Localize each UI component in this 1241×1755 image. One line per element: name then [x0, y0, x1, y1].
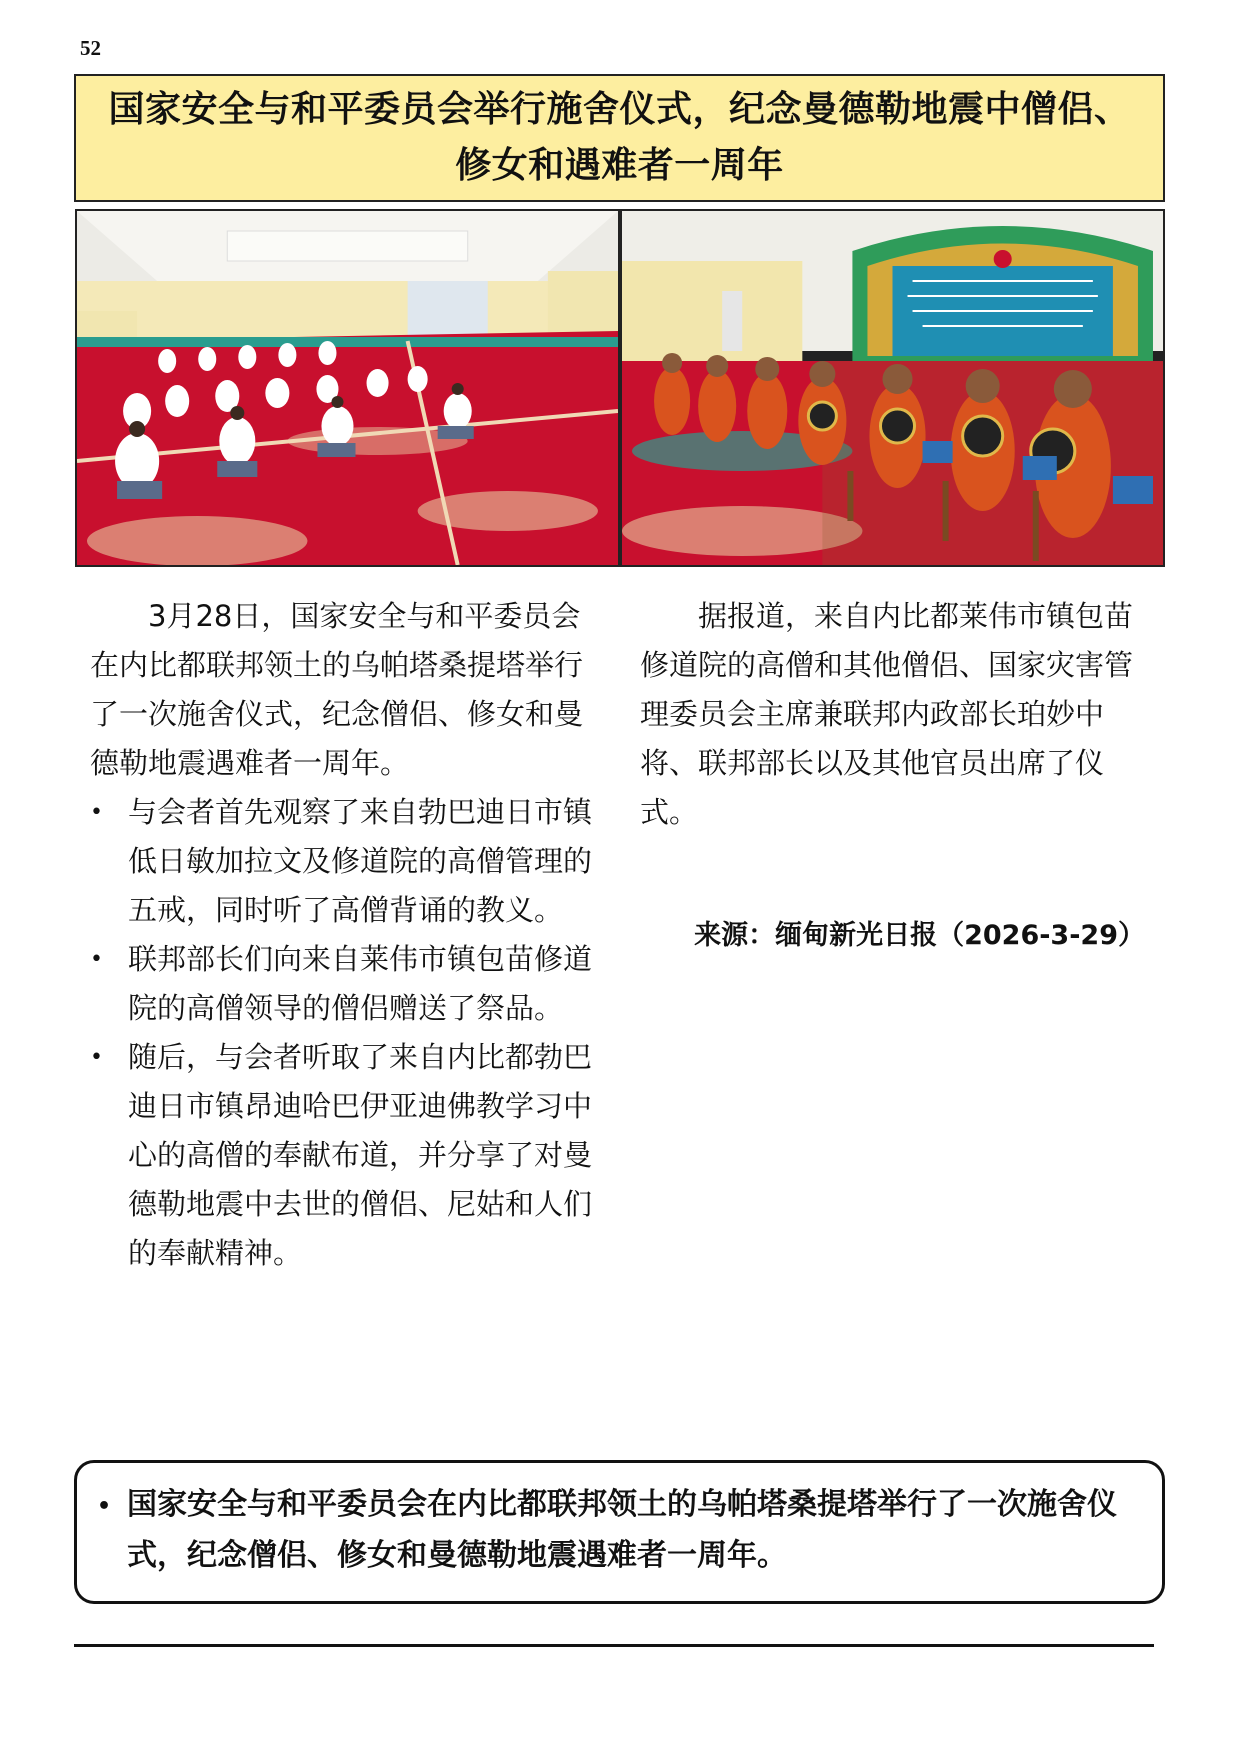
bullet-item: • 联邦部长们向来自莱伟市镇包苗修道院的高僧领导的僧侣赠送了祭品。 — [90, 935, 600, 1033]
event-bullet-list — [90, 788, 600, 1278]
title-line-1: 国家安全与和平委员会举行施舍仪式，纪念曼德勒地震中僧侣、 — [108, 89, 1131, 130]
source-citation: 来源：缅甸新光日报（2026-3-29） — [694, 920, 1145, 951]
bullet-dot-icon: • — [97, 1494, 112, 1519]
attendance-paragraph: 据报道，来自内比都莱伟市镇包苗修道院的高僧和其他僧侣、国家灾害管理委员会主席兼联邦内政部长珀妙中将、联邦部长以及其他官员出席了仪式。 — [640, 599, 1134, 829]
article-title — [74, 74, 1165, 202]
intro-paragraph: 3月28日，国家安全与和平委员会在内比都联邦领土的乌帕塔桑提塔举行了一次施舍仪式，纪念僧侣、修女和曼德勒地震遇难者一周年。 — [90, 599, 584, 780]
photo-strip — [75, 209, 1165, 567]
summary-box — [74, 1460, 1165, 1604]
monks-ceremony-photo — [622, 211, 1163, 565]
bottom-divider — [74, 1644, 1154, 1647]
right-column — [640, 592, 1155, 960]
bullet-item: • 与会者首先观察了来自勃巴迪日市镇低日敏加拉文及修道院的高僧管理的五戒，同时听了高僧背诵的教义。 — [90, 788, 600, 935]
summary-text: 国家安全与和平委员会在内比都联邦领土的乌帕塔桑提塔举行了一次施舍仪式，纪念僧侣、修女和曼德勒地震遇难者一周年。 — [127, 1487, 1117, 1573]
meeting-hall-photo — [77, 211, 618, 565]
page-number: 52 — [80, 36, 101, 60]
bullet-item: • 随后，与会者听取了来自内比都勃巴迪日市镇昂迪哈巴伊亚迪佛教学习中心的高僧的奉献布道，并分享了对曼德勒地震中去世的僧侣、尼姑和人们的奉献精神。 — [90, 1033, 600, 1278]
title-line-2: 修女和遇难者一周年 — [455, 145, 784, 186]
left-column — [90, 592, 600, 1278]
